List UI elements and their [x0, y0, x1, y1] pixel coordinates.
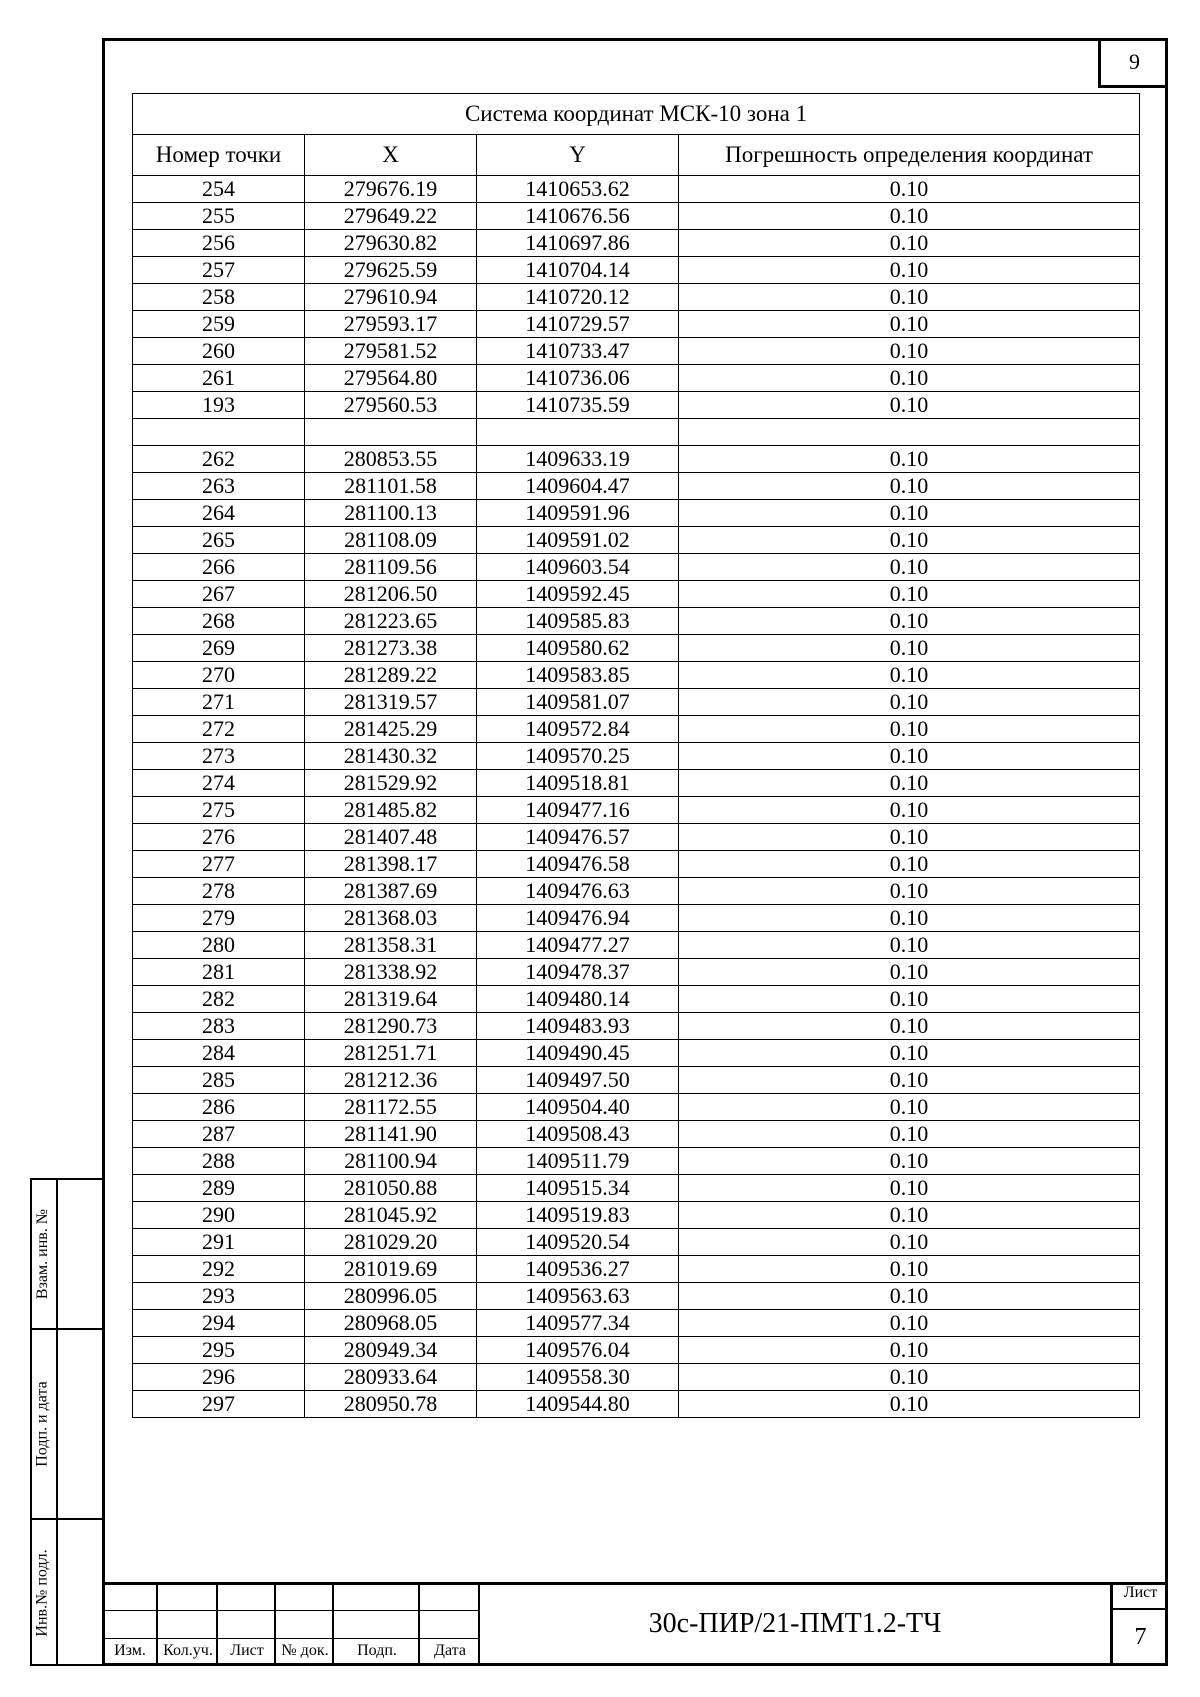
table-row: [133, 608, 1140, 635]
table-cell: 280968.05: [305, 1310, 477, 1337]
table-row: [133, 716, 1140, 743]
table-cell: 272: [133, 716, 305, 743]
table-cell: 286: [133, 1094, 305, 1121]
table-cell: 1410733.47: [477, 338, 679, 365]
table-row: [133, 176, 1140, 203]
table-cell: 1409477.16: [477, 797, 679, 824]
column-header: X: [305, 135, 477, 176]
table-cell: 0.10: [679, 932, 1140, 959]
table-cell: 281319.57: [305, 689, 477, 716]
table-cell: 281101.58: [305, 473, 477, 500]
table-cell: 0.10: [679, 311, 1140, 338]
table-cell: 0.10: [679, 608, 1140, 635]
table-cell: 0.10: [679, 905, 1140, 932]
table-cell: 280933.64: [305, 1364, 477, 1391]
table-cell: 289: [133, 1175, 305, 1202]
table-row: [133, 1013, 1140, 1040]
table-cell: 1409476.57: [477, 824, 679, 851]
table-cell: 1409477.27: [477, 932, 679, 959]
table-cell: 1409591.02: [477, 527, 679, 554]
table-cell: 0.10: [679, 1094, 1140, 1121]
table-cell: 287: [133, 1121, 305, 1148]
table-cell: 281425.29: [305, 716, 477, 743]
table-cell: 1409581.07: [477, 689, 679, 716]
table-cell: 0.10: [679, 230, 1140, 257]
table-cell: 1409585.83: [477, 608, 679, 635]
table-cell: 282: [133, 986, 305, 1013]
table-cell: 280996.05: [305, 1283, 477, 1310]
table-cell: 0.10: [679, 554, 1140, 581]
table-cell: 293: [133, 1283, 305, 1310]
table-row: [133, 203, 1140, 230]
table-row: [133, 797, 1140, 824]
table-cell: 0.10: [679, 743, 1140, 770]
table-cell: 281485.82: [305, 797, 477, 824]
table-cell: 0.10: [679, 203, 1140, 230]
table-cell: 281387.69: [305, 878, 477, 905]
table-cell: [477, 419, 679, 446]
table-cell: 0.10: [679, 770, 1140, 797]
table-cell: 297: [133, 1391, 305, 1418]
table-cell: 268: [133, 608, 305, 635]
table-cell: 281108.09: [305, 527, 477, 554]
table-cell: 260: [133, 338, 305, 365]
table-row: [133, 986, 1140, 1013]
table-cell: 1409604.47: [477, 473, 679, 500]
table-cell: 1409504.40: [477, 1094, 679, 1121]
table-row: [133, 581, 1140, 608]
table-cell: 281206.50: [305, 581, 477, 608]
table-cell: 1409580.62: [477, 635, 679, 662]
table-cell: 281398.17: [305, 851, 477, 878]
table-cell: 0.10: [679, 1283, 1140, 1310]
table-cell: 1410729.57: [477, 311, 679, 338]
table-row: [133, 689, 1140, 716]
table-cell: 0.10: [679, 365, 1140, 392]
title-block-label: № док.: [281, 1642, 329, 1659]
table-cell: 258: [133, 284, 305, 311]
table-row: [133, 1121, 1140, 1148]
table-cell: 0.10: [679, 662, 1140, 689]
table-row: [133, 635, 1140, 662]
table-cell: 0.10: [679, 176, 1140, 203]
table-cell: 294: [133, 1310, 305, 1337]
table-cell: 292: [133, 1256, 305, 1283]
table-cell: 0.10: [679, 1256, 1140, 1283]
table-row: [133, 743, 1140, 770]
table-cell: 1409478.37: [477, 959, 679, 986]
table-cell: 1410735.59: [477, 392, 679, 419]
table-cell: 0.10: [679, 851, 1140, 878]
table-cell: 1409511.79: [477, 1148, 679, 1175]
table-row: [133, 1256, 1140, 1283]
table-cell: 271: [133, 689, 305, 716]
table-cell: 0.10: [679, 986, 1140, 1013]
table-cell: 0.10: [679, 878, 1140, 905]
table-cell: 0.10: [679, 527, 1140, 554]
table-cell: 279564.80: [305, 365, 477, 392]
table-row: [133, 1040, 1140, 1067]
table-row: [133, 1364, 1140, 1391]
table-cell: 0.10: [679, 635, 1140, 662]
table-row: [133, 1229, 1140, 1256]
table-cell: 1409633.19: [477, 446, 679, 473]
side-label-replacement-inv: Взам. инв. №: [34, 1208, 52, 1300]
table-cell: 277: [133, 851, 305, 878]
table-cell: 257: [133, 257, 305, 284]
table-cell: 265: [133, 527, 305, 554]
table-cell: 266: [133, 554, 305, 581]
table-cell: 284: [133, 1040, 305, 1067]
coordinates-table: [132, 93, 1140, 1418]
sheet-box: [1110, 1582, 1168, 1666]
table-cell: 281100.94: [305, 1148, 477, 1175]
table-cell: 279676.19: [305, 176, 477, 203]
table-cell: 270: [133, 662, 305, 689]
table-cell: 0.10: [679, 1067, 1140, 1094]
table-row: [133, 1148, 1140, 1175]
table-cell: 295: [133, 1337, 305, 1364]
table-cell: 0.10: [679, 473, 1140, 500]
table-cell: 263: [133, 473, 305, 500]
title-block-label: Лист: [230, 1642, 264, 1659]
table-cell: 0.10: [679, 581, 1140, 608]
table-cell: 0.10: [679, 1175, 1140, 1202]
table-cell: 1409497.50: [477, 1067, 679, 1094]
table-cell: 296: [133, 1364, 305, 1391]
table-cell: 254: [133, 176, 305, 203]
table-cell: 0.10: [679, 1121, 1140, 1148]
table-cell: 264: [133, 500, 305, 527]
table-row: [133, 1391, 1140, 1418]
table-cell: 280853.55: [305, 446, 477, 473]
table-cell: 0.10: [679, 797, 1140, 824]
table-cell: 281251.71: [305, 1040, 477, 1067]
table-cell: 262: [133, 446, 305, 473]
table-cell: 1409592.45: [477, 581, 679, 608]
table-cell: 1410720.12: [477, 284, 679, 311]
table-cell: 0.10: [679, 824, 1140, 851]
side-stamp-divider: [56, 1178, 58, 1666]
table-cell: 279625.59: [305, 257, 477, 284]
table-cell: 1409563.63: [477, 1283, 679, 1310]
table-cell: 0.10: [679, 392, 1140, 419]
table-cell: 0.10: [679, 1364, 1140, 1391]
table-cell: 0.10: [679, 446, 1140, 473]
table-cell: 0.10: [679, 1040, 1140, 1067]
table-row: [133, 1067, 1140, 1094]
table-cell: [305, 419, 477, 446]
table-cell: 281109.56: [305, 554, 477, 581]
table-cell: 279593.17: [305, 311, 477, 338]
sheet-label: Лист: [1113, 1584, 1168, 1610]
table-cell: 281290.73: [305, 1013, 477, 1040]
table-cell: 0.10: [679, 500, 1140, 527]
table-cell: 1410736.06: [477, 365, 679, 392]
table-row: [133, 446, 1140, 473]
table-cell: 1409536.27: [477, 1256, 679, 1283]
table-cell: 273: [133, 743, 305, 770]
table-row: [133, 284, 1140, 311]
table-row: [133, 932, 1140, 959]
table-row: [133, 770, 1140, 797]
table-cell: 1410704.14: [477, 257, 679, 284]
table-cell: 280950.78: [305, 1391, 477, 1418]
table-row: [133, 959, 1140, 986]
table-cell: 0.10: [679, 1310, 1140, 1337]
table-cell: 281100.13: [305, 500, 477, 527]
table-row: [133, 851, 1140, 878]
table-cell: 0.10: [679, 1202, 1140, 1229]
table-row: [133, 662, 1140, 689]
table-cell: 0.10: [679, 1337, 1140, 1364]
table-cell: 1409490.45: [477, 1040, 679, 1067]
table-cell: 1409508.43: [477, 1121, 679, 1148]
table-cell: 279560.53: [305, 392, 477, 419]
table-row: [133, 554, 1140, 581]
table-cell: [133, 419, 305, 446]
table-cell: 281273.38: [305, 635, 477, 662]
document-code: 30с-ПИР/21-ПМТ1.2-ТЧ: [648, 1608, 942, 1639]
table-cell: 259: [133, 311, 305, 338]
table-cell: 1409583.85: [477, 662, 679, 689]
table-cell: 281529.92: [305, 770, 477, 797]
table-cell: 1409577.34: [477, 1310, 679, 1337]
table-cell: 279630.82: [305, 230, 477, 257]
table-cell: 291: [133, 1229, 305, 1256]
column-header: Y: [477, 135, 679, 176]
table-cell: 1409480.14: [477, 986, 679, 1013]
table-cell: 0.10: [679, 257, 1140, 284]
table-title: Система координат МСК-10 зона 1: [133, 94, 1140, 135]
table-cell: 267: [133, 581, 305, 608]
table-cell: 280949.34: [305, 1337, 477, 1364]
table-cell: 281045.92: [305, 1202, 477, 1229]
table-cell: 276: [133, 824, 305, 851]
table-row: [133, 1175, 1140, 1202]
table-cell: 281358.31: [305, 932, 477, 959]
table-cell: 285: [133, 1067, 305, 1094]
table-row: [133, 1337, 1140, 1364]
table-cell: 1409476.94: [477, 905, 679, 932]
sheet-number: 7: [1134, 1624, 1147, 1650]
table-cell: 1410676.56: [477, 203, 679, 230]
table-cell: 1409572.84: [477, 716, 679, 743]
table-cell: 269: [133, 635, 305, 662]
table-cell: 290: [133, 1202, 305, 1229]
table-cell: 281: [133, 959, 305, 986]
title-block-label: Изм.: [114, 1642, 146, 1659]
table-cell: 281289.22: [305, 662, 477, 689]
table-cell: 278: [133, 878, 305, 905]
table-row: [133, 824, 1140, 851]
table-cell: 1409558.30: [477, 1364, 679, 1391]
table-cell: 281050.88: [305, 1175, 477, 1202]
table-cell: 261: [133, 365, 305, 392]
table-cell: 0.10: [679, 1229, 1140, 1256]
title-block-line: [102, 1638, 480, 1639]
table-cell: 255: [133, 203, 305, 230]
table-cell: 0.10: [679, 1148, 1140, 1175]
table-cell: 1409476.63: [477, 878, 679, 905]
table-cell: 280: [133, 932, 305, 959]
table-cell: 281172.55: [305, 1094, 477, 1121]
table-cell: 1409603.54: [477, 554, 679, 581]
table-cell: 1409518.81: [477, 770, 679, 797]
table-cell: 1409591.96: [477, 500, 679, 527]
table-cell: 0.10: [679, 338, 1140, 365]
table-cell: 281029.20: [305, 1229, 477, 1256]
table-cell: 274: [133, 770, 305, 797]
table-cell: 275: [133, 797, 305, 824]
table-cell: 281141.90: [305, 1121, 477, 1148]
table-cell: 1409476.58: [477, 851, 679, 878]
table-cell: 281319.64: [305, 986, 477, 1013]
table-cell: 281338.92: [305, 959, 477, 986]
table-cell: 279610.94: [305, 284, 477, 311]
table-cell: 281019.69: [305, 1256, 477, 1283]
table-row: [133, 527, 1140, 554]
table-row: [133, 257, 1140, 284]
table-cell: 0.10: [679, 959, 1140, 986]
table-row: [133, 392, 1140, 419]
page-number: 9: [1098, 38, 1168, 88]
table-cell: 0.10: [679, 284, 1140, 311]
table-row: [133, 473, 1140, 500]
table-row: [133, 365, 1140, 392]
table-row: [133, 878, 1140, 905]
table-row: [133, 1202, 1140, 1229]
table-cell: 0.10: [679, 1391, 1140, 1418]
table-cell: 279649.22: [305, 203, 477, 230]
table-row: [133, 311, 1140, 338]
title-block-line: [102, 1610, 480, 1611]
table-cell: 279581.52: [305, 338, 477, 365]
side-label-signature-date: Подп. и дата: [34, 1381, 52, 1467]
table-row: [133, 905, 1140, 932]
table-cell: 1409570.25: [477, 743, 679, 770]
table-cell: 256: [133, 230, 305, 257]
table-cell: 281430.32: [305, 743, 477, 770]
table-cell: 281368.03: [305, 905, 477, 932]
table-cell: 1409515.34: [477, 1175, 679, 1202]
table-cell: 1409483.93: [477, 1013, 679, 1040]
table-cell: 193: [133, 392, 305, 419]
table-row: [133, 1094, 1140, 1121]
table-cell: 1409520.54: [477, 1229, 679, 1256]
table-cell: 288: [133, 1148, 305, 1175]
table-cell: 0.10: [679, 689, 1140, 716]
table-cell: 1409544.80: [477, 1391, 679, 1418]
table-cell: 1409519.83: [477, 1202, 679, 1229]
title-block-label: Подп.: [357, 1642, 397, 1659]
table-cell: 281407.48: [305, 824, 477, 851]
table-cell: 0.10: [679, 1013, 1140, 1040]
table-cell: 0.10: [679, 716, 1140, 743]
table-cell: 279: [133, 905, 305, 932]
column-header: Погрешность определения координат: [679, 135, 1140, 176]
table-row: [133, 1283, 1140, 1310]
table-row: [133, 1310, 1140, 1337]
table-row: [133, 230, 1140, 257]
table-row: [133, 419, 1140, 446]
column-header: Номер точки: [133, 135, 305, 176]
title-block-label: Кол.уч.: [163, 1642, 213, 1659]
table-cell: 1410697.86: [477, 230, 679, 257]
table-cell: 281212.36: [305, 1067, 477, 1094]
table-cell: 281223.65: [305, 608, 477, 635]
table-cell: 283: [133, 1013, 305, 1040]
table-cell: [679, 419, 1140, 446]
table-row: [133, 500, 1140, 527]
table-row: [133, 338, 1140, 365]
table-cell: 1410653.62: [477, 176, 679, 203]
title-block-label: Дата: [434, 1642, 466, 1659]
side-label-original-inv: Инв.№ подл.: [34, 1549, 52, 1637]
table-cell: 1409576.04: [477, 1337, 679, 1364]
